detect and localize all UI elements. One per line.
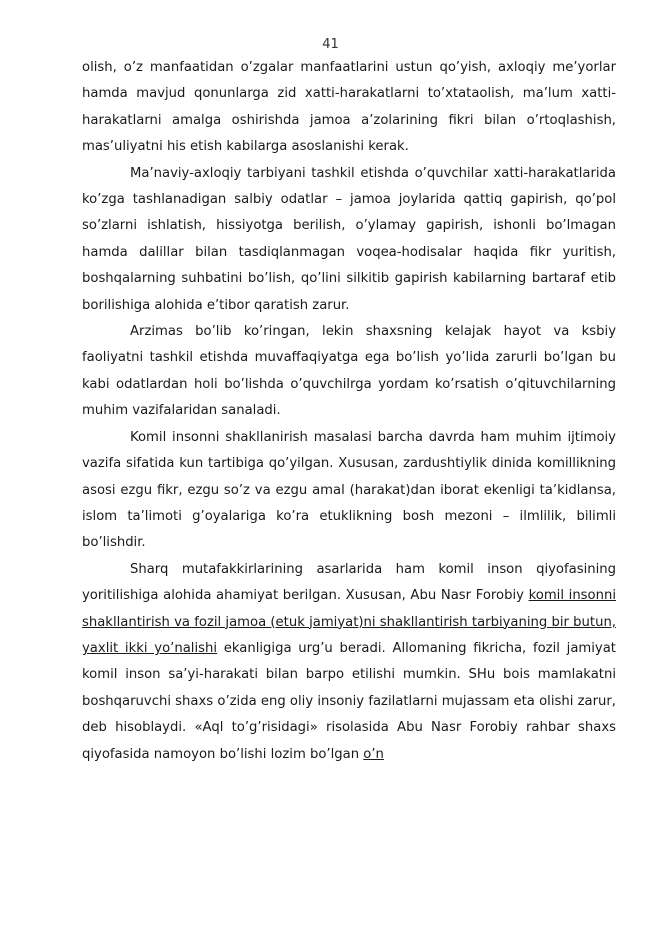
paragraph-1: olish, o’z manfaatidan o’zgalar manfaatlarini ustun qo’yish, axloqiy me’yorlar hamda mavjud qonunlarga zid xatti-harakatlarni to’xtataolish, ma’lum xatti-harakatlarni amalga oshirishda jamoa a’zolarining fikri bilan o’rtoqlashish, mas’uliyatni his etish kabilarga asoslanishi kerak. — [82, 60, 616, 155]
paragraph-4: Komil insonni shakllanirish masalasi barcha davrda ham muhim ijtimoiy vazifa sifatida kun tartibiga qo’yilgan. Xususan, zardushtiylik dinida komillikning asosi ezgu fikr, ezgu so’z va ezgu amal (harakat)dan iborat ekenligi ta’kidlansa, islom ta’limoti g’oyalariga ko’ra etuklikning bosh mezoni – ilmlilik, bilimli bo’lishdir. — [82, 429, 616, 551]
underlined-phrase: komil insonni shakllantirish va fozil jamoa (etuk jamiyat)ni shakllantirish tarbiyaning bir butun, yaxlit ikki yo’nalishi — [82, 588, 616, 656]
paragraph-5-start: Sharq mutafakkirlarining asarlarida ham komil inson qiyofasining yoritilishiga alohida ahamiyat berilgan. Xususan, Abu Nasr Forobiy — [82, 561, 616, 604]
body-text — [82, 55, 616, 768]
paragraph-2: Ma’naviy-axloqiy tarbiyani tashkil etishda o’quvchilar xatti-harakatlarida ko’zga tashlanadigan salbiy odatlar – jamoa joylarida qattiq gapirish, qo’pol so’zlarni ishlatish, hissiyotga berilish, o’ylamay gapirish, ishonli bo’lmagan hamda dalillar bilan tasdiqlanmagan voqea-hodisalar haqida fikr yuritish, boshqalarning suhbatini bo’lish, qo’lini silkitib gapirish kabilarning bartaraf etib borilishiga alohida e’tibor qaratish zarur. — [82, 165, 616, 313]
paragraph-5-middle: ekanligiga urg’u beradi. Allomaning fikricha, fozil jamiyat komil inson sa’yi-harakati bilan barpo etilishi mumkin. SHu bois mamlakatni boshqaruvchi shaxs o’zida eng oliy insoniy fazilatlarni mujassam eta olishi zarur, deb hisoblaydi. «Aql to’g’risidagi» risolasida Abu Nasr Forobiy rahbar shaxs qiyofasida namoyon bo’lishi lozim bo’lgan — [82, 640, 616, 762]
underlined-continuation: o’n — [363, 746, 384, 762]
page-number: 41 — [322, 37, 339, 52]
paragraph-3: Arzimas bo’lib ko’ringan, lekin shaxsning kelajak hayot va ksbiy faoliyatni tashkil etishda muvaffaqiyatga ega bo’lish yo’lida zarurli bo’lgan bu kabi odatlardan holi bo’lishda o’quvchilrga yordam ko’rsatish o’qituvchilarning muhim vazifalaridan sanaladi. — [82, 324, 616, 419]
paragraph-5 — [82, 557, 616, 768]
